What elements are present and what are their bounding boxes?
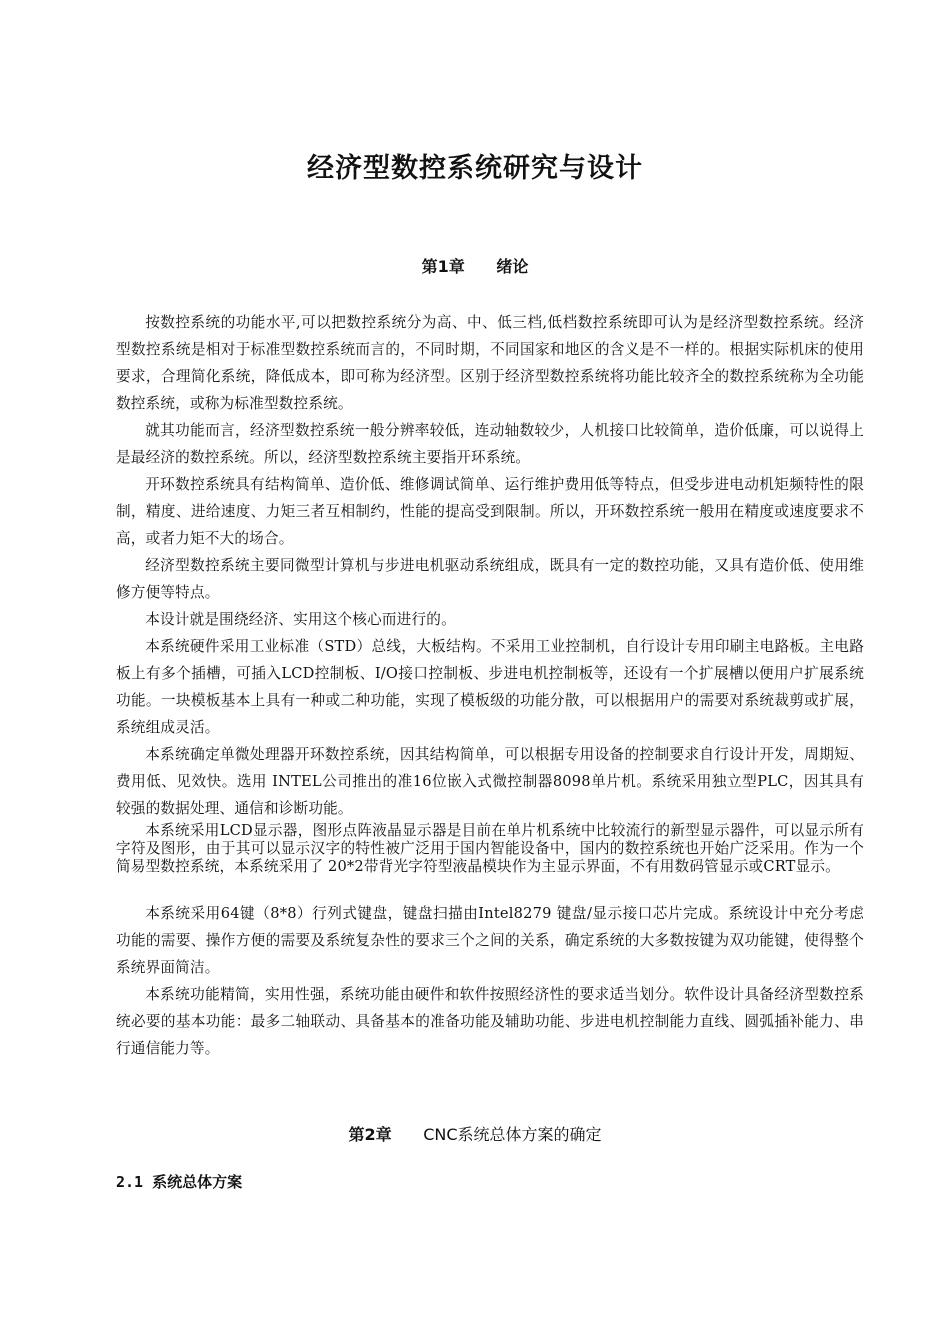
chapter-2-heading (0, 1122, 950, 1145)
chapter-1-name: 绪论 (496, 257, 529, 276)
paragraph-design-core: 本设计就是围绕经济、实用这个核心而进行的。 (145, 611, 456, 628)
section-2-1-heading: 2.1 系统总体方案 (116, 1173, 243, 1191)
chapter-1-heading (0, 254, 950, 277)
paragraph-classification: 按数控系统的功能水平,可以把数控系统分为高、中、低三档,低档数控系统即可认为是经济型数控系统。经济型数控系统是相对于标准型数控系统而言的，不同时期，不同国家和地区的含义是不一样的。根据实际机床的使用要求，合理简化系统，降低成本，即可称为经济型。区别于经济型数控系统将功能比较齐全的数控系统称为全功能数控系统，或称为标准型数控系统。 (116, 314, 864, 412)
chapter-1-number: 第1章 (421, 257, 465, 276)
paragraph-hardware: 本系统硬件采用工业标准（STD）总线，大板结构。不采用工业控制机，自行设计专用印刷主电路板。主电路板上有多个插槽，可插入LCD控制板、I/O接口控制板、步进电机控制板等，还设有一个扩展槽以便用户扩展系统功能。一块模板基本上具有一种或二种功能，实现了模板级的功能分散，可以根据用户的需要对系统裁剪或扩展，系统组成灵活。 (116, 638, 864, 736)
paragraph-function: 就其功能而言，经济型数控系统一般分辨率较低，连动轴数较少，人机接口比较简单，造价低廉，可以说得上是最经济的数控系统。所以，经济型数控系统主要指开环系统。 (116, 422, 864, 466)
paragraph-software: 本系统功能精简，实用性强，系统功能由硬件和软件按照经济性的要求适当划分。软件设计具备经济型数控系统必要的基本功能：最多二轴联动、具备基本的准备功能及辅助功能、步进电机控制能力直线、圆弧插补能力、串行通信能力等。 (116, 986, 864, 1057)
paragraph-processor: 本系统确定单微处理器开环数控系统，因其结构简单，可以根据专用设备的控制要求自行设计开发，周期短、费用低、见效快。选用 INTEL公司推出的准16位嵌入式微控制器8098单片机。系统采用独立型PLC，因其具有较强的数据处理、通信和诊断功能。 (116, 746, 864, 817)
chapter-1-body-a (116, 309, 864, 822)
paragraph-keyboard: 本系统采用64键（8*8）行列式键盘，键盘扫描由Intel8279 键盘/显示接口芯片完成。系统设计中充分考虑功能的需要、操作方便的需要及系统复杂性的要求三个之间的关系，确定系统的大多数按键为双功能键，使得整个系统界面简洁。 (116, 905, 864, 976)
paragraph-open-loop: 开环数控系统具有结构简单、造价低、维修调试简单、运行维护费用低等特点，但受步进电动机矩频特性的限制，精度、进给速度、力矩三者互相制约，性能的提高受到限制。所以，开环数控系统一般用在精度或速度要求不高，或者力矩不大的场合。 (116, 476, 864, 547)
chapter-2-name: CNC系统总体方案的确定 (423, 1125, 602, 1144)
document-title: 经济型数控系统研究与设计 (307, 153, 643, 184)
paragraph-composition: 经济型数控系统主要同微型计算机与步进电机驱动系统组成，既具有一定的数控功能，又具有造价低、使用维修方便等特点。 (116, 557, 864, 601)
chapter-1-body-b (116, 822, 864, 876)
paragraph-lcd-display: 本系统采用LCD显示器，图形点阵液晶显示器是目前在单片机系统中比较流行的新型显示器件，可以显示所有字符及图形，由于其可以显示汉字的特性被广泛用于国内智能设备中，国内的数控系统也开始广泛采用。作为一个简易型数控系统，本系统采用了 20*2带背光字符型液晶模块作为主显示界面，不有用数码管显示或CRT显示。 (116, 822, 864, 875)
chapter-1-body-c (116, 900, 864, 1062)
chapter-2-number: 第2章 (348, 1125, 392, 1144)
